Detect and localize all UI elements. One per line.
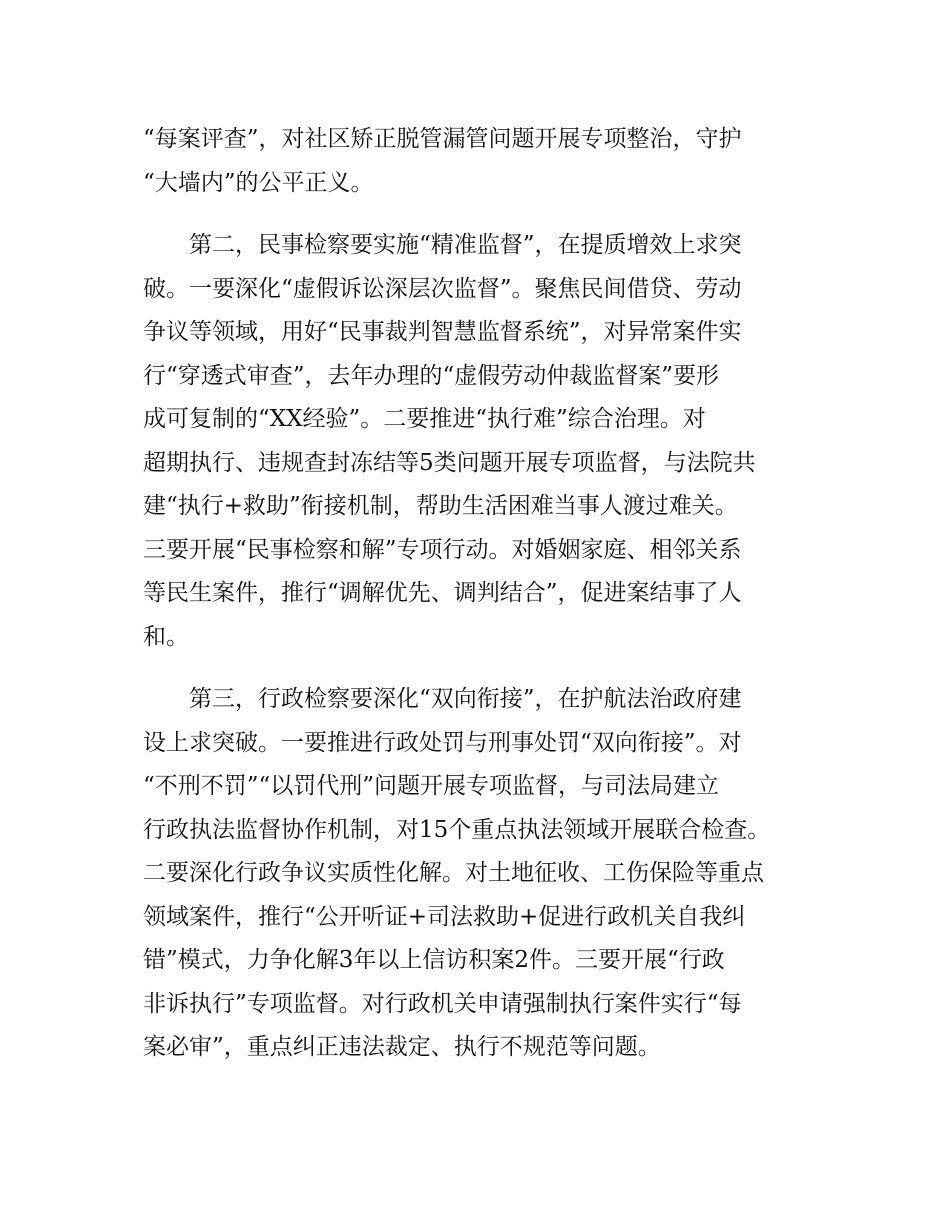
text-line: 第三，行政检察要深化“双向衔接”，在护航法治政府建 (189, 686, 742, 712)
text-line: 破。一要深化“虚假诉讼深层次监督”。聚焦民间借贷、劳动 (143, 275, 742, 302)
text-line: 行政执法监督协作机制，对15个重点执法领域开展联合检查。 (143, 816, 771, 843)
text-line: 行“穿透式审查”，去年办理的“虚假劳动仲裁监督案”要形 (143, 362, 720, 389)
text-line: 领域案件，推行“公开听证+司法救助+促进行政机关自我纠 (143, 903, 746, 930)
text-line: 等民生案件，推行“调解优先、调判结合”，促进案结事了人 (143, 580, 742, 606)
text-line: 三要开展“民事检察和解”专项行动。对婚姻家庭、相邻关系 (143, 536, 742, 563)
text-line: 设上求突破。一要推进行政处罚与刑事处罚“双向衔接”。对 (143, 729, 742, 756)
text-line: 第二，民事检察要实施“精准监督”，在提质增效上求突 (189, 232, 742, 258)
text-line: 争议等领域，用好“民事裁判智慧监督系统”，对异常案件实 (143, 319, 742, 345)
text-line: 建“执行+救助”衔接机制，帮助生活困难当事人渡过难关。 (143, 493, 738, 519)
paragraph (143, 678, 843, 1070)
text-line: 成可复制的“XX经验”。二要推进“执行难”综合治理。对 (143, 406, 706, 432)
document-body (143, 118, 843, 1070)
text-line: “大墙内”的公平正义。 (143, 169, 374, 196)
text-line: 非诉执行”专项监督。对行政机关申请强制执行案件实行“每 (143, 990, 742, 1017)
text-line: 超期执行、违规查封冻结等5类问题开展专项监督，与法院共 (143, 449, 756, 476)
paragraph (143, 224, 843, 659)
text-line: 和。 (143, 623, 189, 650)
text-line: “不刑不罚”“以罚代刑”问题开展专项监督，与司法局建立 (143, 773, 720, 799)
text-line: 案必审”，重点纠正违法裁定、执行不规范等问题。 (143, 1034, 661, 1060)
text-line: “每案评查”，对社区矫正脱管漏管问题开展专项整治，守护 (143, 126, 742, 152)
paragraph (143, 118, 843, 205)
text-line: 二要深化行政争议实质性化解。对土地征收、工伤保险等重点 (143, 860, 764, 886)
text-line: 错”模式，力争化解3年以上信访积案2件。三要开展“行政 (143, 947, 725, 973)
